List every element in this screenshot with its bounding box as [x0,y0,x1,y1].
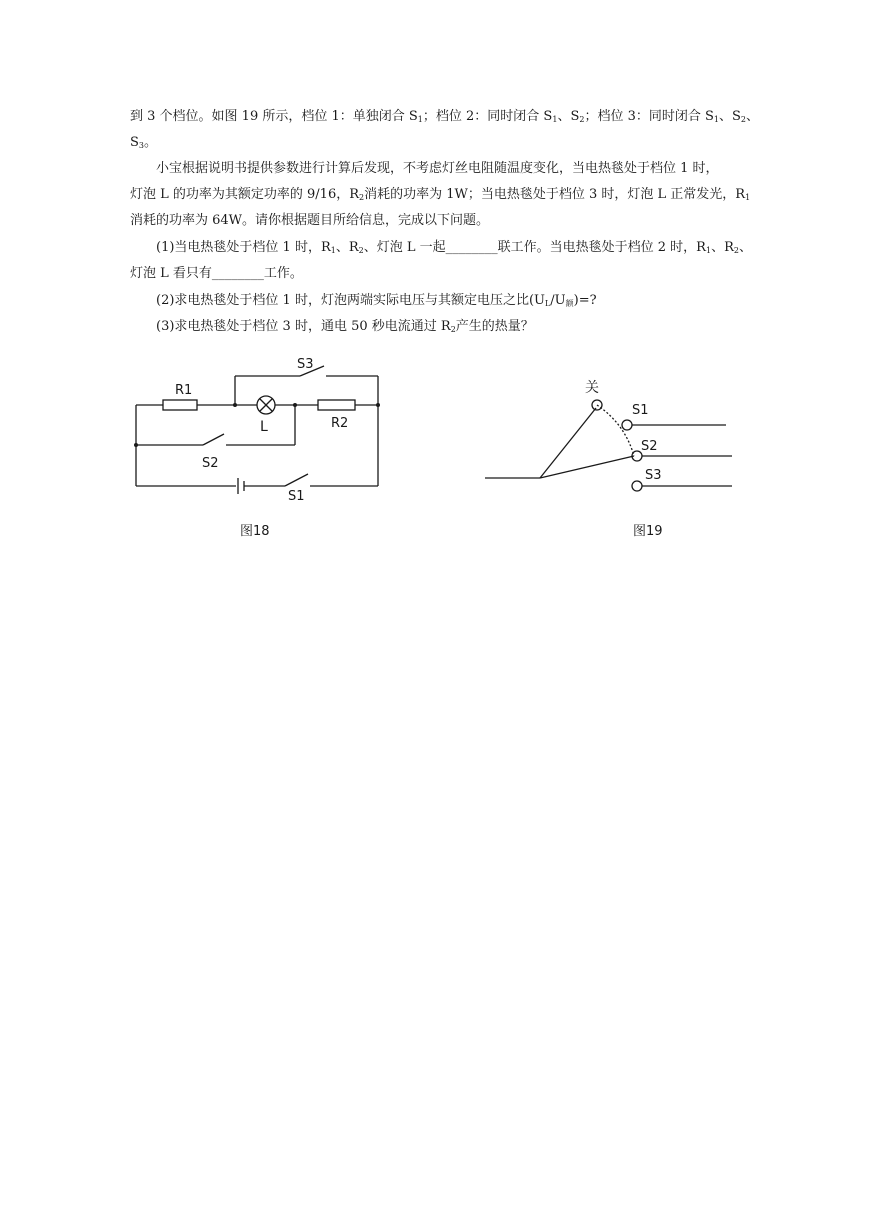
text-line: $S_3$。 [130,135,158,150]
label-r2: R2 [331,416,349,431]
label-s1: S1 [288,489,305,504]
switch-s1 [285,474,308,486]
text-line: 灯泡 L 的功率为其额定功率的 9/16，$R_2$消耗的功率为 1W；当电热毯处于档位 3 时，灯泡 L 正常发光，$R_1$ [130,187,751,202]
text-line: 小宝根据说明书提供参数进行计算后发现，不考虑灯丝电阻随温度变化，当电热毯处于档位 1 时， [156,161,719,176]
switch-s2 [203,434,224,445]
contact-s3 [632,481,642,491]
figure-19-switch [480,372,740,497]
label-r1: R1 [175,383,193,398]
label-s3: S3 [297,357,314,372]
text-line: 灯泡 L 看只有________工作。 [130,266,303,281]
answer-blank[interactable]: ________ [211,266,264,281]
question-2: (2)求电热毯处于档位 1 时，灯泡两端实际电压与其额定电压之比$(U_L/U_额)=$? [156,293,597,308]
resistor-r1 [163,400,197,410]
figure-18-circuit [120,345,410,520]
answer-blank[interactable]: ________ [445,240,498,255]
text-line: 到 3 个档位。如图 19 所示，档位 1：单独闭合 $S_1$；档位 2：同时闭合 $S_1$、$S_2$；档位 3：同时闭合 $S_1$、$S_2$、 [130,109,759,124]
contact-s1 [622,420,632,430]
question-1: (1)当电热毯处于档位 1 时，$R_1$、$R_2$、灯泡 L 一起________联工作。当电热毯处于档位 2 时，$R_1$、$R_2$、 [156,240,752,255]
label-s2: S2 [641,439,658,454]
label-l: L [260,419,268,435]
text-line: 消耗的功率为 64W。请你根据题目所给信息，完成以下问题。 [130,213,490,228]
resistor-r2 [318,400,355,410]
figure-19-caption: 图19 [633,524,663,539]
label-s2: S2 [202,456,219,471]
question-3: (3)求电热毯处于档位 3 时，通电 50 秒电流通过 $R_2$产生的热量？ [156,319,534,334]
label-off: 关 [585,380,599,396]
label-s3: S3 [645,468,662,483]
label-s1: S1 [632,403,649,418]
figure-18-caption: 图18 [240,524,270,539]
